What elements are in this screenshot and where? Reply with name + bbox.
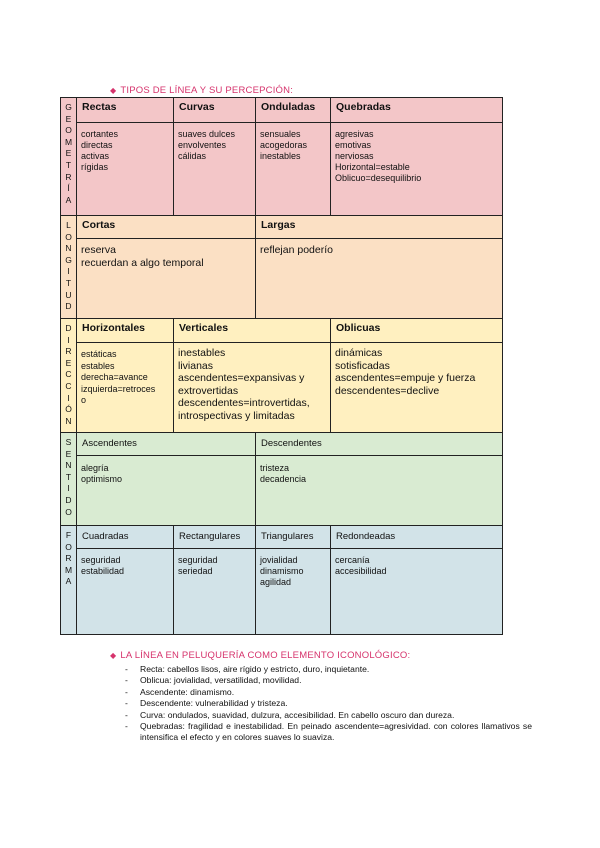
header-triangulares: Triangulares [256,526,331,549]
header-cortas: Cortas [77,216,256,239]
cell-cuadradas: seguridad estabilidad [77,549,174,635]
cell-oblicuas: dinámicas sotisficadas ascendentes=empuje y fuerza descendentes=declive [331,343,503,433]
diamond-bullet-icon: ◆ [110,86,117,95]
row-label-geometria: G E O M E T R Í A [60,97,77,216]
header-cuadradas: Cuadradas [77,526,174,549]
cell-horizontales: estáticas estables derecha=avance izquierda=retroces o [77,343,174,433]
cell-verticales: inestables livianas ascendentes=expansivas y extrovertidas descendentes=introvertidas, introspectivas y limitadas [174,343,331,433]
section-direccion [60,319,503,433]
heading-peluqueria [110,650,410,661]
line-types-table [60,97,503,635]
section-sentido [60,433,503,526]
cell-cortas: reserva recuerdan a algo temporal [77,239,256,319]
header-descendentes: Descendentes [256,433,503,456]
heading-text: LA LÍNEA EN PELUQUERÍA COMO ELEMENTO ICONOLÓGICO: [120,650,411,661]
cell-redondeadas: cercanía accesibilidad [331,549,503,635]
row-label-forma: F O R M A [60,526,77,635]
cell-ascendentes: alegría optimismo [77,456,256,526]
cell-quebradas: agresivas emotivas nerviosas Horizontal=estable Oblicuo=desequilibrio [331,123,503,216]
list-item: - Descendente: vulnerabilidad y tristeza. [120,698,532,709]
header-rectas: Rectas [77,97,174,123]
header-oblicuas: Oblicuas [331,319,503,343]
header-largas: Largas [256,216,503,239]
list-item: - Oblicua: jovialidad, versatilidad, movilidad. [120,675,532,686]
list-item: - Quebradas: fragilidad e inestabilidad. En peinado ascendente=agresividad. con colores llamativos se intensifica el efecto y en colores suaves lo suaviza. [120,721,532,744]
heading-text: TIPOS DE LÍNEA Y SU PERCEPCIÓN: [120,85,294,96]
header-ascendentes: Ascendentes [77,433,256,456]
heading-tipos-de-linea [110,85,293,96]
header-redondeadas: Redondeadas [331,526,503,549]
section-longitud [60,216,503,319]
section-geometria [60,97,503,216]
notes-list [120,664,532,744]
cell-rectas: cortantes directas activas rígidas [77,123,174,216]
cell-largas: reflejan poderío [256,239,503,319]
row-label-direccion: D I R E C C I Ó N [60,319,77,433]
list-item: - Ascendente: dinamismo. [120,687,532,698]
header-onduladas: Onduladas [256,97,331,123]
cell-onduladas: sensuales acogedoras inestables [256,123,331,216]
header-quebradas: Quebradas [331,97,503,123]
cell-rectangulares: seguridad seriedad [174,549,256,635]
section-forma [60,526,503,635]
row-label-longitud: L O N G I T U D [60,216,77,319]
header-rectangulares: Rectangulares [174,526,256,549]
list-item: - Curva: ondulados, suavidad, dulzura, accesibilidad. En cabello oscuro dan dureza. [120,710,532,721]
cell-descendentes: tristeza decadencia [256,456,503,526]
diamond-bullet-icon: ◆ [110,651,117,660]
header-verticales: Verticales [174,319,331,343]
header-horizontales: Horizontales [77,319,174,343]
list-item: - Recta: cabellos lisos, aire rígido y estricto, duro, inquietante. [120,664,532,675]
cell-triangulares: jovialidad dinamismo agilidad [256,549,331,635]
cell-curvas: suaves dulces envolventes cálidas [174,123,256,216]
row-label-sentido: S E N T I D O [60,433,77,526]
header-curvas: Curvas [174,97,256,123]
